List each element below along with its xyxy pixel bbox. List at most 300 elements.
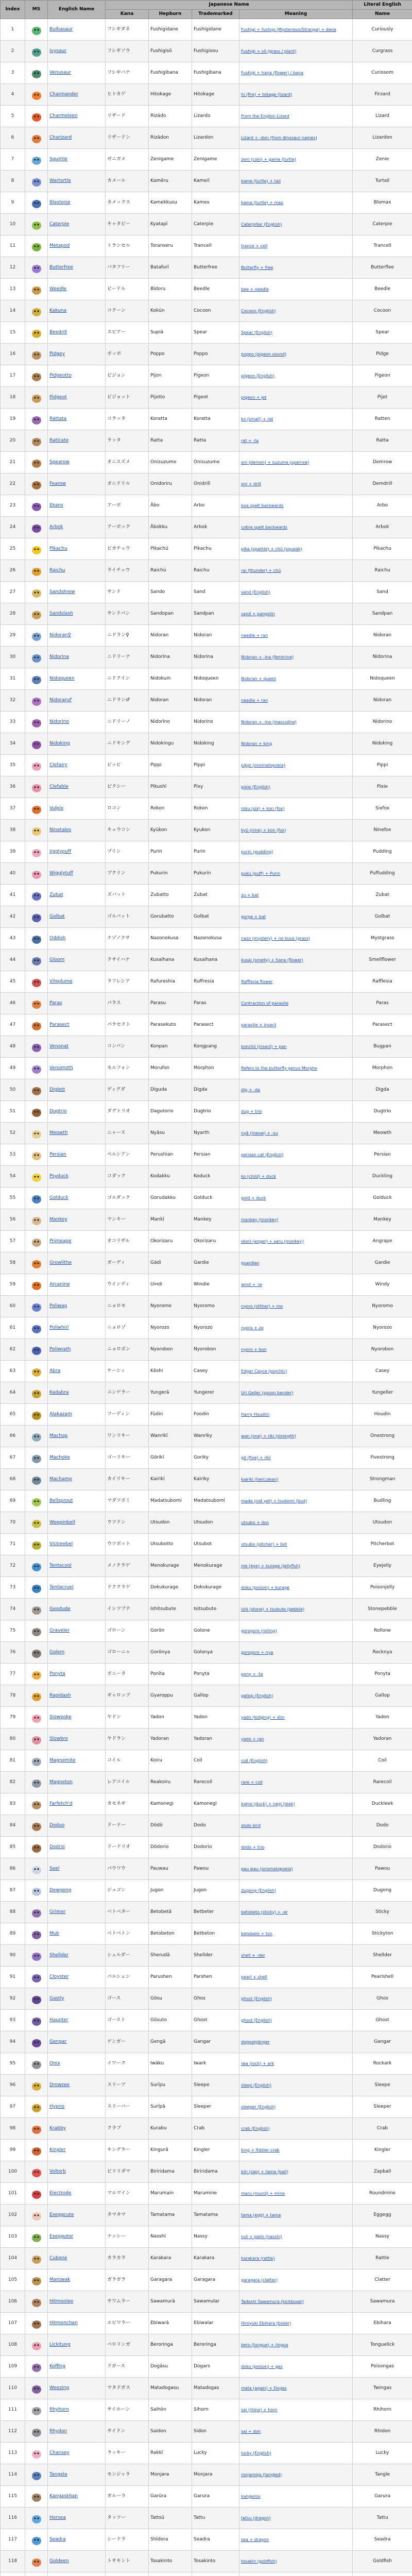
english-name-cell[interactable] — [48, 2010, 106, 2031]
meaning-cell[interactable] — [239, 1252, 353, 1274]
meaning-link[interactable]: guardian — [241, 1260, 260, 1265]
english-name-cell[interactable] — [48, 300, 106, 322]
english-name-link[interactable]: Doduo — [49, 1823, 65, 1828]
english-name-cell[interactable] — [48, 690, 106, 711]
english-name-cell[interactable] — [48, 1123, 106, 1144]
english-name-cell[interactable] — [48, 2140, 106, 2161]
meaning-link[interactable]: ko (small) + rat — [241, 416, 273, 421]
english-name-link[interactable]: Psyduck — [49, 1174, 68, 1179]
english-name-cell[interactable] — [48, 2356, 106, 2378]
english-name-link[interactable]: Poliwag — [49, 1303, 67, 1309]
english-name-link[interactable]: Oddish — [49, 936, 66, 941]
english-name-link[interactable]: Golem — [49, 1650, 65, 1655]
english-name-link[interactable]: Onix — [49, 2061, 60, 2066]
meaning-cell[interactable] — [239, 257, 353, 279]
meaning-cell[interactable] — [239, 538, 353, 560]
meaning-cell[interactable] — [239, 1793, 353, 1815]
meaning-cell[interactable] — [239, 1837, 353, 1858]
meaning-link[interactable]: nazo (mystery) + no kusa (grass) — [241, 936, 310, 941]
english-name-cell[interactable] — [48, 344, 106, 365]
english-name-cell[interactable] — [48, 2096, 106, 2118]
english-name-cell[interactable] — [48, 149, 106, 171]
english-name-cell[interactable] — [48, 2205, 106, 2226]
english-name-link[interactable]: Nidoqueen — [49, 676, 75, 681]
meaning-link[interactable]: Harry Houdini — [241, 1412, 270, 1417]
english-name-link[interactable]: Charmeleon — [49, 113, 78, 118]
english-name-cell[interactable] — [48, 1361, 106, 1382]
english-name-cell[interactable] — [48, 452, 106, 473]
meaning-link[interactable]: oni + drill — [241, 481, 262, 486]
english-name-cell[interactable] — [48, 409, 106, 430]
meaning-cell[interactable] — [239, 1469, 353, 1490]
english-name-link[interactable]: Meowth — [49, 1130, 68, 1136]
meaning-cell[interactable] — [239, 2529, 353, 2551]
meaning-link[interactable]: pony + -ta — [241, 1671, 263, 1676]
meaning-link[interactable]: sleeper (English) — [241, 2104, 276, 2109]
meaning-link[interactable]: trance + cell — [241, 243, 268, 248]
meaning-link[interactable]: yado + ran — [241, 1736, 264, 1741]
english-name-cell[interactable] — [48, 106, 106, 127]
meaning-cell[interactable] — [239, 1620, 353, 1642]
english-name-cell[interactable] — [48, 1512, 106, 1534]
english-name-cell[interactable] — [48, 1620, 106, 1642]
english-name-cell[interactable] — [48, 2031, 106, 2053]
meaning-link[interactable]: wind + -ie — [241, 1282, 262, 1287]
english-name-link[interactable]: Squirtle — [49, 157, 67, 162]
meaning-cell[interactable] — [239, 1728, 353, 1750]
english-name-link[interactable]: Bellsprout — [49, 1498, 73, 1503]
english-name-cell[interactable] — [48, 235, 106, 257]
english-name-cell[interactable] — [48, 2313, 106, 2334]
english-name-cell[interactable] — [48, 1209, 106, 1231]
english-name-link[interactable]: Dewgong — [49, 1888, 72, 1893]
meaning-cell[interactable] — [239, 300, 353, 322]
meaning-cell[interactable] — [239, 1707, 353, 1728]
english-name-link[interactable]: Mankey — [49, 1217, 67, 1222]
english-name-cell[interactable] — [48, 192, 106, 214]
english-name-cell[interactable] — [48, 257, 106, 279]
english-name-cell[interactable] — [48, 1490, 106, 1512]
meaning-link[interactable]: kame (turtle) + max — [241, 200, 283, 205]
english-name-link[interactable]: Ivysaur — [49, 48, 66, 54]
english-name-link[interactable]: Caterpie — [49, 222, 70, 227]
meaning-cell[interactable] — [239, 776, 353, 798]
english-name-cell[interactable] — [48, 495, 106, 517]
english-name-cell[interactable] — [48, 1339, 106, 1361]
meaning-cell[interactable] — [239, 2248, 353, 2269]
meaning-link[interactable]: doku (poison) + kurage — [241, 1585, 289, 1590]
meaning-link[interactable]: purin (pudding) — [241, 849, 273, 854]
english-name-cell[interactable] — [48, 1988, 106, 2010]
meaning-cell[interactable] — [239, 1555, 353, 1577]
meaning-cell[interactable] — [239, 2507, 353, 2529]
meaning-cell[interactable] — [239, 2031, 353, 2053]
meaning-link[interactable]: hi (fire) + tokage (lizard) — [241, 92, 292, 97]
english-name-cell[interactable] — [48, 776, 106, 798]
meaning-cell[interactable] — [239, 2161, 353, 2183]
english-name-link[interactable]: Victreebel — [49, 1541, 73, 1547]
meaning-link[interactable]: Contraction of parasite — [241, 1001, 289, 1006]
english-name-cell[interactable] — [48, 1144, 106, 1166]
english-name-link[interactable]: Wartortle — [49, 178, 71, 183]
meaning-cell[interactable] — [239, 1772, 353, 1793]
meaning-cell[interactable] — [239, 625, 353, 647]
english-name-cell[interactable] — [48, 2572, 106, 2576]
meaning-cell[interactable] — [239, 452, 353, 473]
english-name-cell[interactable] — [48, 2226, 106, 2248]
english-name-cell[interactable] — [48, 1880, 106, 1902]
english-name-link[interactable]: Pidgeotto — [49, 373, 72, 378]
english-name-link[interactable]: Chansey — [49, 2450, 70, 2455]
meaning-link[interactable]: pau wau (onomatopoeia) — [241, 1866, 293, 1871]
english-name-link[interactable]: Kingler — [49, 2147, 66, 2153]
meaning-link[interactable]: Uri Geller (spoon bender) — [241, 1390, 294, 1395]
meaning-link[interactable]: kyū (nine) + kon (fox) — [241, 827, 286, 833]
meaning-link[interactable]: Nidoran + -ino (masculine) — [241, 719, 297, 724]
english-name-link[interactable]: Machoke — [49, 1455, 70, 1460]
english-name-link[interactable]: Seel — [49, 1866, 60, 1871]
meaning-link[interactable]: kusai (smelly) + hana (flower) — [241, 957, 303, 962]
meaning-link[interactable]: gorge + bat — [241, 914, 266, 919]
english-name-link[interactable]: Nidorino — [49, 719, 69, 724]
english-name-link[interactable]: Golbat — [49, 914, 65, 919]
meaning-cell[interactable] — [239, 2551, 353, 2572]
meaning-link[interactable]: biri (zap) + tama (ball) — [241, 2169, 288, 2174]
meaning-cell[interactable] — [239, 2140, 353, 2161]
english-name-cell[interactable] — [48, 582, 106, 603]
english-name-link[interactable]: Slowpoke — [49, 1715, 72, 1720]
english-name-link[interactable]: Bulbasaur — [49, 27, 73, 32]
meaning-cell[interactable] — [239, 2356, 353, 2378]
meaning-cell[interactable] — [239, 2269, 353, 2291]
english-name-cell[interactable] — [48, 928, 106, 950]
meaning-cell[interactable] — [239, 711, 353, 733]
english-name-link[interactable]: Sandslash — [49, 611, 73, 616]
english-name-link[interactable]: Raticate — [49, 438, 69, 443]
meaning-cell[interactable] — [239, 2313, 353, 2334]
english-name-cell[interactable] — [48, 1296, 106, 1317]
english-name-cell[interactable] — [48, 560, 106, 582]
meaning-cell[interactable] — [239, 2226, 353, 2248]
english-name-cell[interactable] — [48, 1858, 106, 1880]
meaning-link[interactable]: gorogoro (rolling) — [241, 1628, 277, 1633]
english-name-link[interactable]: Arbok — [49, 524, 63, 530]
english-name-cell[interactable] — [48, 1166, 106, 1188]
english-name-link[interactable]: Raichu — [49, 568, 65, 573]
meaning-link[interactable]: sai (rhino) + horn — [241, 2407, 278, 2412]
english-name-cell[interactable] — [48, 1274, 106, 1296]
english-name-cell[interactable] — [48, 755, 106, 776]
meaning-cell[interactable] — [239, 1858, 353, 1880]
english-name-link[interactable]: Hitmonchan — [49, 2320, 78, 2326]
meaning-link[interactable]: bero (tongue) + lingua — [241, 2342, 288, 2347]
english-name-cell[interactable] — [48, 1837, 106, 1858]
meaning-cell[interactable] — [239, 2421, 353, 2443]
english-name-link[interactable]: Jigglypuff — [49, 849, 72, 854]
meaning-link[interactable]: needle + ran — [241, 633, 268, 638]
english-name-link[interactable]: Rattata — [49, 416, 67, 421]
english-name-cell[interactable] — [48, 2486, 106, 2507]
meaning-link[interactable]: zeni (coin) + game (turtle) — [241, 157, 296, 162]
english-name-link[interactable]: Gengar — [49, 2039, 67, 2044]
english-name-cell[interactable] — [48, 863, 106, 885]
meaning-cell[interactable] — [239, 1209, 353, 1231]
english-name-cell[interactable] — [48, 993, 106, 1014]
meaning-cell[interactable] — [239, 993, 353, 1014]
english-name-link[interactable]: Lickitung — [49, 2342, 71, 2347]
meaning-link[interactable]: Butterfly + free — [241, 265, 273, 270]
meaning-cell[interactable] — [239, 971, 353, 993]
meaning-link[interactable]: iwa (rock) + ark — [241, 2061, 274, 2066]
english-name-cell[interactable] — [48, 2378, 106, 2399]
meaning-cell[interactable] — [239, 2010, 353, 2031]
meaning-link[interactable]: kangaroo — [241, 2494, 261, 2499]
meaning-cell[interactable] — [239, 1339, 353, 1361]
meaning-cell[interactable] — [239, 1664, 353, 1685]
meaning-cell[interactable] — [239, 1945, 353, 1967]
english-name-link[interactable]: Weepinbell — [49, 1520, 75, 1525]
english-name-link[interactable]: Nidorina — [49, 654, 69, 659]
meaning-link[interactable]: tama (egg) + tama — [241, 2212, 281, 2217]
english-name-link[interactable]: Growlithe — [49, 1260, 72, 1265]
meaning-link[interactable]: me (eye) + kurage (jellyfish) — [241, 1563, 300, 1568]
meaning-cell[interactable] — [239, 1685, 353, 1707]
english-name-link[interactable]: Machamp — [49, 1477, 72, 1482]
english-name-cell[interactable] — [48, 711, 106, 733]
english-name-link[interactable]: Hitmonlee — [49, 2299, 74, 2304]
meaning-cell[interactable] — [239, 2464, 353, 2486]
meaning-cell[interactable] — [239, 885, 353, 906]
meaning-link[interactable]: boa spelt backwards — [241, 503, 284, 508]
meaning-cell[interactable] — [239, 841, 353, 863]
meaning-link[interactable]: dodo bird — [241, 1823, 261, 1828]
meaning-link[interactable]: kame (turtle) + tail — [241, 178, 281, 183]
meaning-link[interactable]: tosakin (goldfish) — [241, 2558, 277, 2564]
english-name-cell[interactable] — [48, 430, 106, 452]
meaning-link[interactable]: dig + -da — [241, 1087, 261, 1092]
meaning-cell[interactable] — [239, 1014, 353, 1036]
english-name-link[interactable]: Butterfree — [49, 265, 73, 270]
english-name-cell[interactable] — [48, 84, 106, 106]
meaning-cell[interactable] — [239, 603, 353, 625]
english-name-link[interactable]: Metapod — [49, 243, 70, 248]
meaning-link[interactable]: gold + duck — [241, 1195, 266, 1200]
english-name-link[interactable]: Haunter — [49, 2018, 68, 2023]
english-name-cell[interactable] — [48, 1685, 106, 1707]
english-name-cell[interactable] — [48, 279, 106, 300]
english-name-link[interactable]: Shellder — [49, 1953, 68, 1958]
english-name-link[interactable]: Vulpix — [49, 806, 64, 811]
english-name-link[interactable]: Weedle — [49, 286, 67, 292]
meaning-link[interactable]: Nidoran + king — [241, 741, 272, 746]
meaning-cell[interactable] — [239, 2096, 353, 2118]
english-name-cell[interactable] — [48, 2443, 106, 2464]
english-name-cell[interactable] — [48, 19, 106, 41]
meaning-cell[interactable] — [239, 1750, 353, 1772]
meaning-link[interactable]: Edgar Cayce (psychic) — [241, 1368, 287, 1374]
meaning-link[interactable]: garagara (clatter) — [241, 2277, 278, 2282]
meaning-link[interactable]: sand (English) — [241, 589, 270, 595]
english-name-cell[interactable] — [48, 2507, 106, 2529]
meaning-cell[interactable] — [239, 214, 353, 235]
meaning-cell[interactable] — [239, 1534, 353, 1555]
meaning-cell[interactable] — [239, 322, 353, 344]
english-name-cell[interactable] — [48, 820, 106, 841]
english-name-link[interactable]: Gastly — [49, 1996, 64, 2001]
meaning-cell[interactable] — [239, 279, 353, 300]
meaning-cell[interactable] — [239, 1967, 353, 1988]
english-name-link[interactable]: Clefairy — [49, 762, 67, 768]
english-name-cell[interactable] — [48, 365, 106, 387]
meaning-cell[interactable] — [239, 1512, 353, 1534]
english-name-link[interactable]: Krabby — [49, 2126, 66, 2131]
english-name-cell[interactable] — [48, 1188, 106, 1209]
meaning-link[interactable]: wan (one) + riki (strength) — [241, 1433, 296, 1438]
meaning-cell[interactable] — [239, 171, 353, 192]
english-name-link[interactable]: Seadra — [49, 2537, 66, 2542]
meaning-link[interactable]: karakara (rattle) — [241, 2256, 275, 2261]
meaning-cell[interactable] — [239, 1599, 353, 1620]
meaning-cell[interactable] — [239, 495, 353, 517]
english-name-link[interactable]: Arcanine — [49, 1282, 70, 1287]
meaning-cell[interactable] — [239, 928, 353, 950]
meaning-link[interactable]: lucky (English) — [241, 2450, 271, 2455]
meaning-cell[interactable] — [239, 430, 353, 452]
english-name-cell[interactable] — [48, 1923, 106, 1945]
english-name-cell[interactable] — [48, 2551, 106, 2572]
meaning-link[interactable]: pearl + shell — [241, 1974, 267, 1979]
english-name-link[interactable]: Kakuna — [49, 308, 67, 313]
meaning-cell[interactable] — [239, 647, 353, 668]
english-name-cell[interactable] — [48, 1664, 106, 1685]
english-name-link[interactable]: Goldeen — [49, 2558, 69, 2564]
meaning-link[interactable]: From the English Lizard — [241, 113, 289, 118]
english-name-cell[interactable] — [48, 2161, 106, 2183]
meaning-cell[interactable] — [239, 1079, 353, 1101]
meaning-link[interactable]: utsubo + don — [241, 1520, 269, 1525]
meaning-link[interactable]: ishi (stone) + tsubute (pebble) — [241, 1606, 305, 1612]
meaning-cell[interactable] — [239, 473, 353, 495]
english-name-cell[interactable] — [48, 1772, 106, 1793]
meaning-link[interactable]: kamo (duck) + negi (leek) — [241, 1801, 295, 1806]
english-name-cell[interactable] — [48, 885, 106, 906]
english-name-cell[interactable] — [48, 1382, 106, 1404]
meaning-link[interactable]: Caterpillar (English) — [241, 222, 282, 227]
meaning-cell[interactable] — [239, 668, 353, 690]
english-name-cell[interactable] — [48, 387, 106, 409]
english-name-cell[interactable] — [48, 1447, 106, 1469]
meaning-cell[interactable] — [239, 387, 353, 409]
meaning-cell[interactable] — [239, 149, 353, 171]
english-name-cell[interactable] — [48, 2053, 106, 2075]
meaning-cell[interactable] — [239, 2378, 353, 2399]
meaning-cell[interactable] — [239, 1902, 353, 1923]
english-name-link[interactable]: Clefable — [49, 784, 68, 789]
meaning-link[interactable]: gō (five) + riki — [241, 1455, 271, 1460]
meaning-link[interactable]: rai (thunder) + chū — [241, 568, 281, 573]
english-name-cell[interactable] — [48, 1945, 106, 1967]
meaning-cell[interactable] — [239, 1123, 353, 1144]
meaning-cell[interactable] — [239, 344, 353, 365]
english-name-cell[interactable] — [48, 1750, 106, 1772]
english-name-link[interactable]: Rapidash — [49, 1693, 71, 1698]
meaning-link[interactable]: oni (demon) + suzume (sparrow) — [241, 460, 310, 465]
meaning-cell[interactable] — [239, 84, 353, 106]
meaning-link[interactable]: poppo (pigeon sound) — [241, 351, 286, 357]
english-name-link[interactable]: Machop — [49, 1433, 68, 1438]
english-name-cell[interactable] — [48, 538, 106, 560]
english-name-cell[interactable] — [48, 668, 106, 690]
meaning-cell[interactable] — [239, 106, 353, 127]
meaning-cell[interactable] — [239, 582, 353, 603]
meaning-cell[interactable] — [239, 19, 353, 41]
english-name-link[interactable]: Farfetch'd — [49, 1801, 73, 1806]
meaning-link[interactable]: yado (lodging) + don — [241, 1715, 285, 1720]
meaning-cell[interactable] — [239, 820, 353, 841]
english-name-cell[interactable] — [48, 1014, 106, 1036]
meaning-cell[interactable] — [239, 1231, 353, 1252]
english-name-link[interactable]: Primeape — [49, 1239, 72, 1244]
meaning-link[interactable]: nyoro + bon — [241, 1347, 267, 1352]
english-name-link[interactable]: Rhydon — [49, 2429, 67, 2434]
english-name-link[interactable]: Horsea — [49, 2515, 66, 2520]
meaning-link[interactable]: sleep (English) — [241, 2082, 271, 2088]
meaning-cell[interactable] — [239, 560, 353, 582]
meaning-cell[interactable] — [239, 950, 353, 971]
english-name-cell[interactable] — [48, 2291, 106, 2313]
english-name-link[interactable]: Fearow — [49, 481, 66, 486]
english-name-cell[interactable] — [48, 841, 106, 863]
english-name-link[interactable]: Graveler — [49, 1628, 70, 1633]
english-name-cell[interactable] — [48, 1815, 106, 1837]
meaning-cell[interactable] — [239, 1447, 353, 1469]
meaning-link[interactable]: Tadashi Sawamura (kickboxer) — [241, 2299, 304, 2304]
english-name-link[interactable]: Cubone — [49, 2256, 67, 2261]
english-name-cell[interactable] — [48, 625, 106, 647]
english-name-cell[interactable] — [48, 1058, 106, 1079]
meaning-cell[interactable] — [239, 863, 353, 885]
meaning-cell[interactable] — [239, 1923, 353, 1945]
meaning-link[interactable]: Rafflesia flower — [241, 979, 273, 984]
english-name-cell[interactable] — [48, 1317, 106, 1339]
meaning-cell[interactable] — [239, 1815, 353, 1837]
english-name-cell[interactable] — [48, 1967, 106, 1988]
english-name-cell[interactable] — [48, 971, 106, 993]
meaning-cell[interactable] — [239, 1988, 353, 2010]
meaning-cell[interactable] — [239, 2205, 353, 2226]
meaning-link[interactable]: sai + don — [241, 2429, 261, 2434]
meaning-cell[interactable] — [239, 906, 353, 928]
meaning-link[interactable]: nyā (meow) + -su — [241, 1130, 278, 1136]
meaning-link[interactable]: betobeto (sticky) + -er — [241, 1909, 288, 1914]
english-name-cell[interactable] — [48, 1079, 106, 1101]
meaning-cell[interactable] — [239, 1317, 353, 1339]
english-name-link[interactable]: Marowak — [49, 2277, 71, 2282]
english-name-link[interactable]: Drowzee — [49, 2082, 70, 2088]
meaning-cell[interactable] — [239, 1144, 353, 1166]
meaning-cell[interactable] — [239, 409, 353, 430]
english-name-cell[interactable] — [48, 2421, 106, 2443]
meaning-link[interactable]: crab (English) — [241, 2126, 270, 2131]
meaning-link[interactable]: dodo + trio — [241, 1844, 265, 1850]
english-name-link[interactable]: Persian — [49, 1152, 66, 1157]
english-name-link[interactable]: Tentacruel — [49, 1585, 74, 1590]
meaning-link[interactable]: doppelgänger — [241, 2039, 270, 2044]
english-name-link[interactable]: Weezing — [49, 2385, 70, 2391]
english-name-cell[interactable] — [48, 1231, 106, 1252]
meaning-link[interactable]: ghost (English) — [241, 2018, 272, 2023]
meaning-link[interactable]: mada (not yet) + tsubomi (bud) — [241, 1498, 307, 1503]
